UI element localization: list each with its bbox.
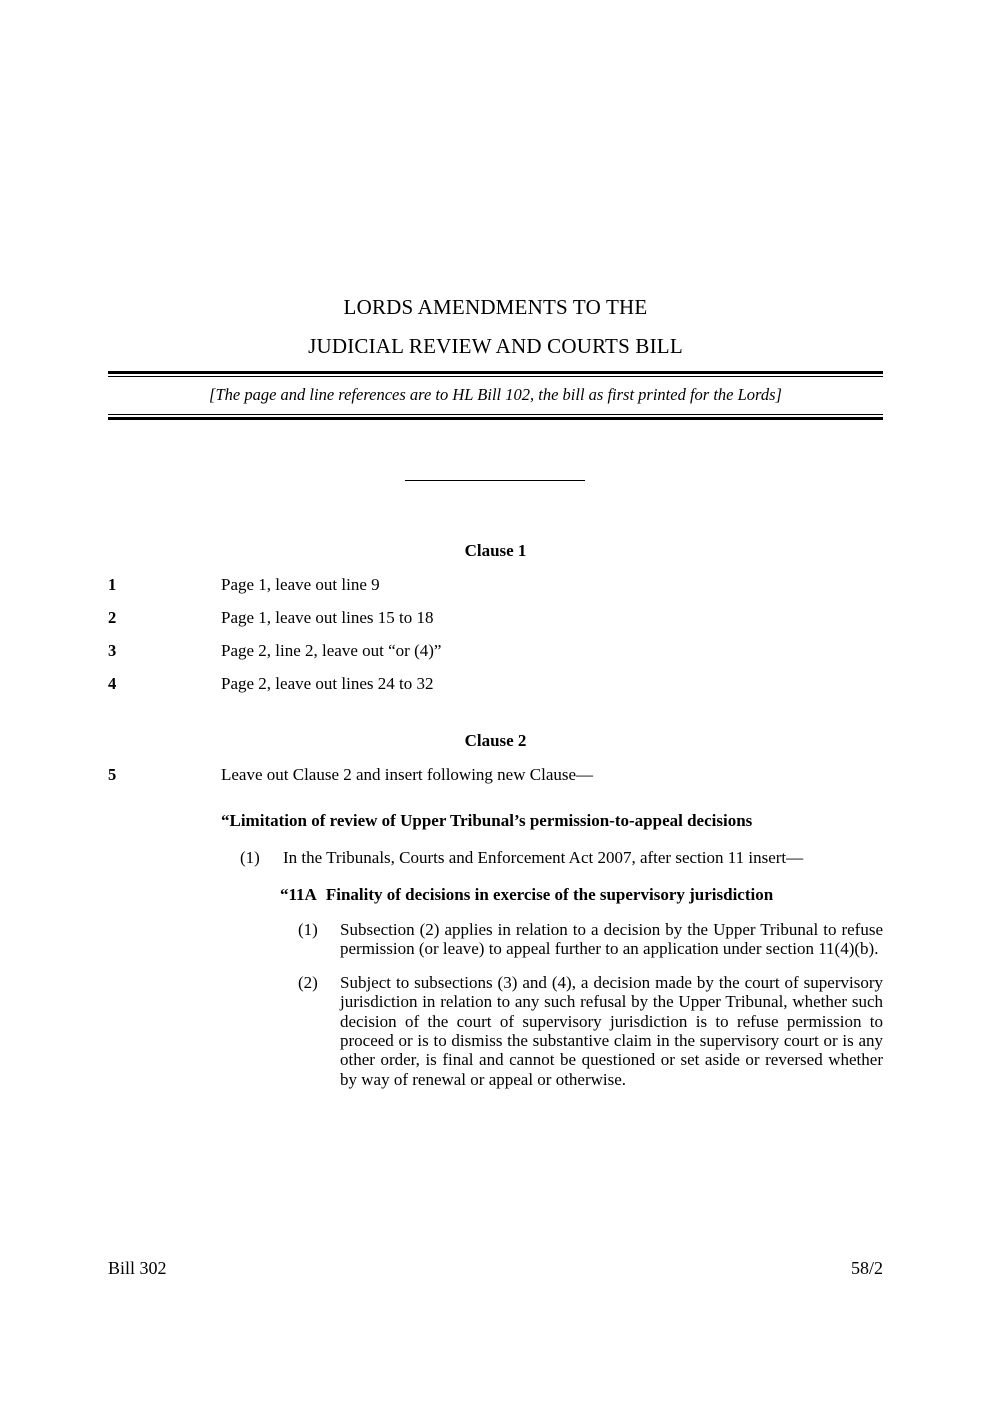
amendment-number: 3 <box>108 641 117 660</box>
subsection-row <box>0 920 883 959</box>
rule-bottom-thin <box>108 414 883 415</box>
amendment-text: Page 2, leave out lines 24 to 32 <box>221 674 434 693</box>
inserted-section-heading <box>280 883 883 907</box>
document-title-line-1: LORDS AMENDMENTS TO THE <box>343 295 648 319</box>
amendment-number: 5 <box>108 765 117 784</box>
amendment-row <box>0 762 991 795</box>
amendment-row <box>0 605 991 638</box>
section-divider-rule <box>405 480 585 481</box>
reference-note-text: [The page and line references are to HL Bill 102, the bill as first printed for the Lords] <box>209 384 782 404</box>
subsection-text: Subject to subsections (3) and (4), a decision made by the court of supervisory jurisdiction in relation to any such refusal by the Upper Tribunal, whether such decision of the court of supervisory jurisdiction is to refuse permission to proceed or is to dismiss the substantive claim in the supervisory court or is any other order, is final and cannot be questioned or set aside or reversed whether by way of renewal or appeal or otherwise. <box>340 972 883 1089</box>
page-footer <box>108 1256 883 1280</box>
footer-bill-number: Bill 302 <box>108 1258 167 1278</box>
subsection-text: Subsection (2) applies in relation to a decision by the Upper Tribunal to refuse permission (or leave) to appeal further to an application under section 11(4)(b). <box>340 920 883 959</box>
document-masthead <box>108 288 883 366</box>
amendment-row <box>0 638 991 671</box>
document-body <box>0 540 991 1103</box>
inserted-clause-title: “Limitation of review of Upper Tribunal’s permission-to-appeal decisions <box>221 811 753 830</box>
inserted-section-title: Finality of decisions in exercise of the supervisory jurisdiction <box>325 885 774 904</box>
paragraph-text: In the Tribunals, Courts and Enforcement Act 2007, after section 11 insert— <box>283 848 804 867</box>
inserted-section-number: “11A <box>280 885 317 904</box>
subsection-marker: (2) <box>298 972 318 992</box>
paragraph-marker: (1) <box>240 848 260 867</box>
subsection-row <box>0 973 883 1089</box>
clause-heading-2: Clause 2 <box>464 731 527 750</box>
amendment-number: 2 <box>108 608 117 627</box>
amendment-text: Leave out Clause 2 and insert following new Clause— <box>221 765 594 784</box>
amendment-number: 1 <box>108 575 117 594</box>
inserted-clause-paragraph <box>0 846 883 870</box>
reference-note-block <box>108 371 883 420</box>
subsection-marker: (1) <box>298 920 318 939</box>
clause-heading-1: Clause 1 <box>464 541 527 560</box>
footer-page-reference: 58/2 <box>850 1258 883 1278</box>
amendment-row <box>0 572 991 605</box>
amendment-text: Page 1, leave out lines 15 to 18 <box>221 608 434 627</box>
document-title-line-2: JUDICIAL REVIEW AND COURTS BILL <box>308 334 683 358</box>
rule-bottom-thick <box>108 417 883 420</box>
amendment-row <box>0 671 991 704</box>
amendment-text: Page 2, line 2, leave out “or (4)” <box>221 641 442 660</box>
rule-top-thick <box>108 371 883 374</box>
amendment-text: Page 1, leave out line 9 <box>221 575 380 594</box>
rule-bottom-group <box>108 414 883 420</box>
amendment-number: 4 <box>108 674 117 693</box>
